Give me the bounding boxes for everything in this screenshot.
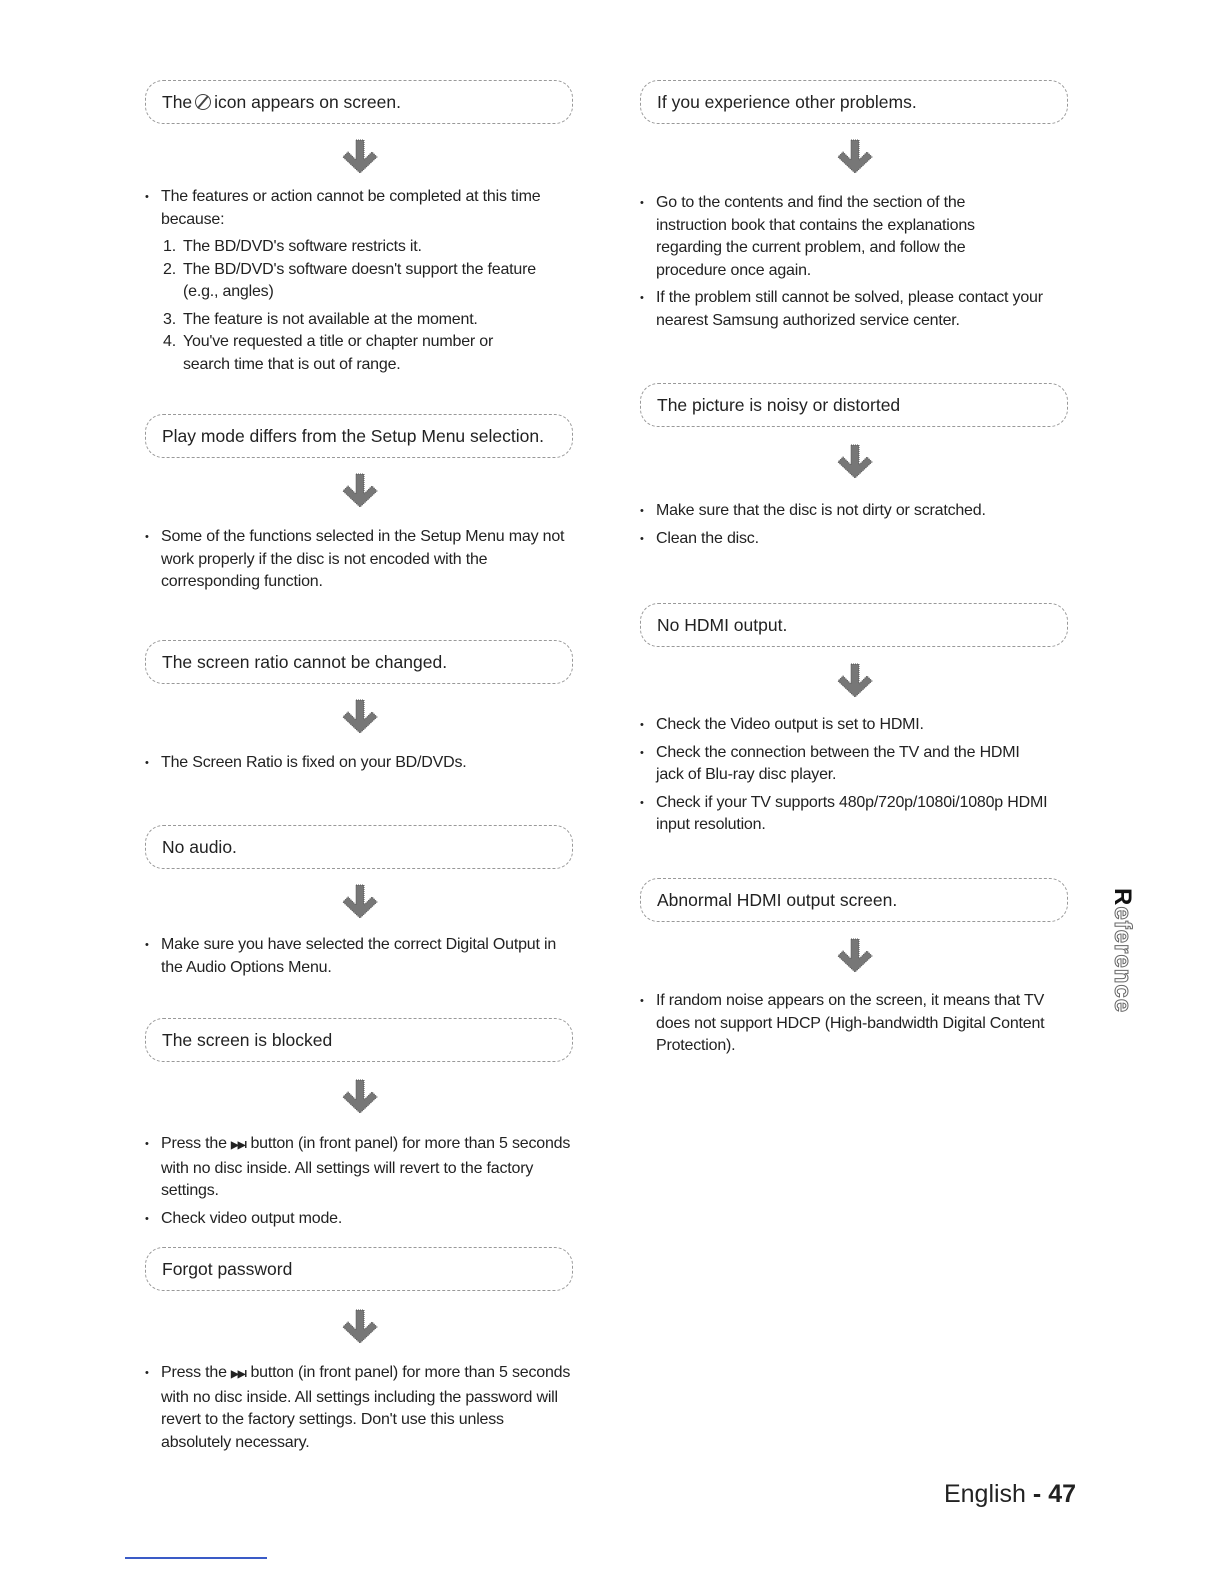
- solution-list: [145, 526, 575, 599]
- section-tab-reference: [1108, 888, 1136, 1013]
- solution-list: [145, 186, 575, 381]
- solution-list: [145, 934, 575, 984]
- solution-list: [640, 990, 1080, 1063]
- list-item: • Make sure that the disc is not dirty or scratched.: [640, 500, 1070, 523]
- item-number: 4.: [163, 333, 176, 350]
- solution-list: [145, 752, 575, 780]
- prohibited-icon: [195, 94, 211, 110]
- solution-list: [145, 1133, 575, 1235]
- down-arrow-icon: [835, 443, 875, 479]
- list-item: • Check video output mode.: [145, 1208, 575, 1231]
- problem-heading: The screen is blocked: [145, 1018, 573, 1062]
- item-text: button (in front panel) for more than 5 seconds with no disc inside. All settings including the password will revert to the factory settings. Don't use this unless absolutely necessary.: [161, 1364, 571, 1451]
- page-footer: [944, 1480, 1076, 1509]
- list-item: • Some of the functions selected in the Setup Menu may not work properly if the disc is not encoded with the corresponding function.: [145, 526, 575, 594]
- item-text: You've requested a title or chapter number or search time that is out of range.: [183, 333, 494, 373]
- list-item: • If the problem still cannot be solved, please contact your nearest Samsung authorized service center.: [640, 287, 1070, 332]
- item-number: 1.: [163, 238, 176, 255]
- list-item: • Make sure you have selected the correct Digital Output in the Audio Options Menu.: [145, 934, 575, 979]
- list-item: [145, 331, 523, 376]
- list-item: • Clean the disc.: [640, 528, 1070, 551]
- heading-text: The: [162, 92, 193, 112]
- problem-heading: Forgot password: [145, 1247, 573, 1291]
- list-item: • If random noise appears on the screen, it means that TV does not support HDCP (High-bandwidth Digital Content Protection).: [640, 990, 1080, 1058]
- item-number: 2.: [163, 260, 176, 278]
- solution-list: [640, 500, 1070, 555]
- footer-separator: -: [1025, 1480, 1049, 1508]
- down-arrow-icon: [340, 1078, 380, 1114]
- list-item: [145, 236, 575, 259]
- skip-forward-icon: ▶▶I: [231, 1369, 247, 1380]
- down-arrow-icon: [340, 138, 380, 174]
- problem-heading: Abnormal HDMI output screen.: [640, 878, 1068, 922]
- list-item: [145, 309, 575, 332]
- problem-heading: If you experience other problems.: [640, 80, 1068, 124]
- down-arrow-icon: [835, 937, 875, 973]
- solution-list: [640, 714, 1050, 842]
- problem-heading: The picture is noisy or distorted: [640, 383, 1068, 427]
- problem-heading: [145, 80, 573, 124]
- page-number: 47: [1048, 1480, 1076, 1508]
- problem-heading: The screen ratio cannot be changed.: [145, 640, 573, 684]
- item-text: Press the: [161, 1364, 227, 1381]
- list-item: • Check if your TV supports 480p/720p/1080i/1080p HDMI input resolution.: [640, 792, 1050, 837]
- list-item: • The features or action cannot be completed at this time because:: [145, 186, 575, 231]
- item-text: button (in front panel) for more than 5 seconds with no disc inside. All settings will revert to the factory settings.: [161, 1135, 571, 1199]
- solution-list: [145, 1362, 575, 1459]
- item-text: The BD/DVD's software restricts it.: [183, 238, 422, 255]
- item-number: 3.: [163, 310, 176, 328]
- down-arrow-icon: [340, 1308, 380, 1344]
- item-text: The BD/DVD's software doesn't support the feature (e.g., angles): [183, 260, 536, 300]
- solution-list: [640, 192, 1070, 337]
- list-item: • Go to the contents and find the section of the instruction book that contains the explanations regarding the current problem, and follow the procedure once again.: [640, 192, 1006, 282]
- down-arrow-icon: [340, 698, 380, 734]
- down-arrow-icon: [835, 138, 875, 174]
- bottom-rule: [125, 1557, 267, 1559]
- down-arrow-icon: [835, 662, 875, 698]
- tab-initial: R: [1109, 888, 1136, 907]
- heading-text: icon appears on screen.: [214, 92, 401, 112]
- list-item: [145, 1362, 575, 1454]
- list-item: • Check the connection between the TV and the HDMI jack of Blu-ray disc player.: [640, 742, 1050, 787]
- down-arrow-icon: [340, 472, 380, 508]
- list-item: [145, 1133, 575, 1203]
- footer-language: English: [943, 1480, 1026, 1508]
- item-text: Press the: [161, 1135, 227, 1152]
- list-item: • The Screen Ratio is fixed on your BD/DVDs.: [145, 752, 575, 775]
- skip-forward-icon: ▶▶I: [231, 1140, 247, 1151]
- problem-heading: No audio.: [145, 825, 573, 869]
- list-item: • Check the Video output is set to HDMI.: [640, 714, 1050, 737]
- problem-heading: Play mode differs from the Setup Menu selection.: [145, 414, 573, 458]
- down-arrow-icon: [340, 883, 380, 919]
- list-item: [145, 259, 575, 304]
- tab-rest: eference: [1109, 906, 1136, 1014]
- item-text: The feature is not available at the moment.: [183, 310, 478, 328]
- problem-heading: No HDMI output.: [640, 603, 1068, 647]
